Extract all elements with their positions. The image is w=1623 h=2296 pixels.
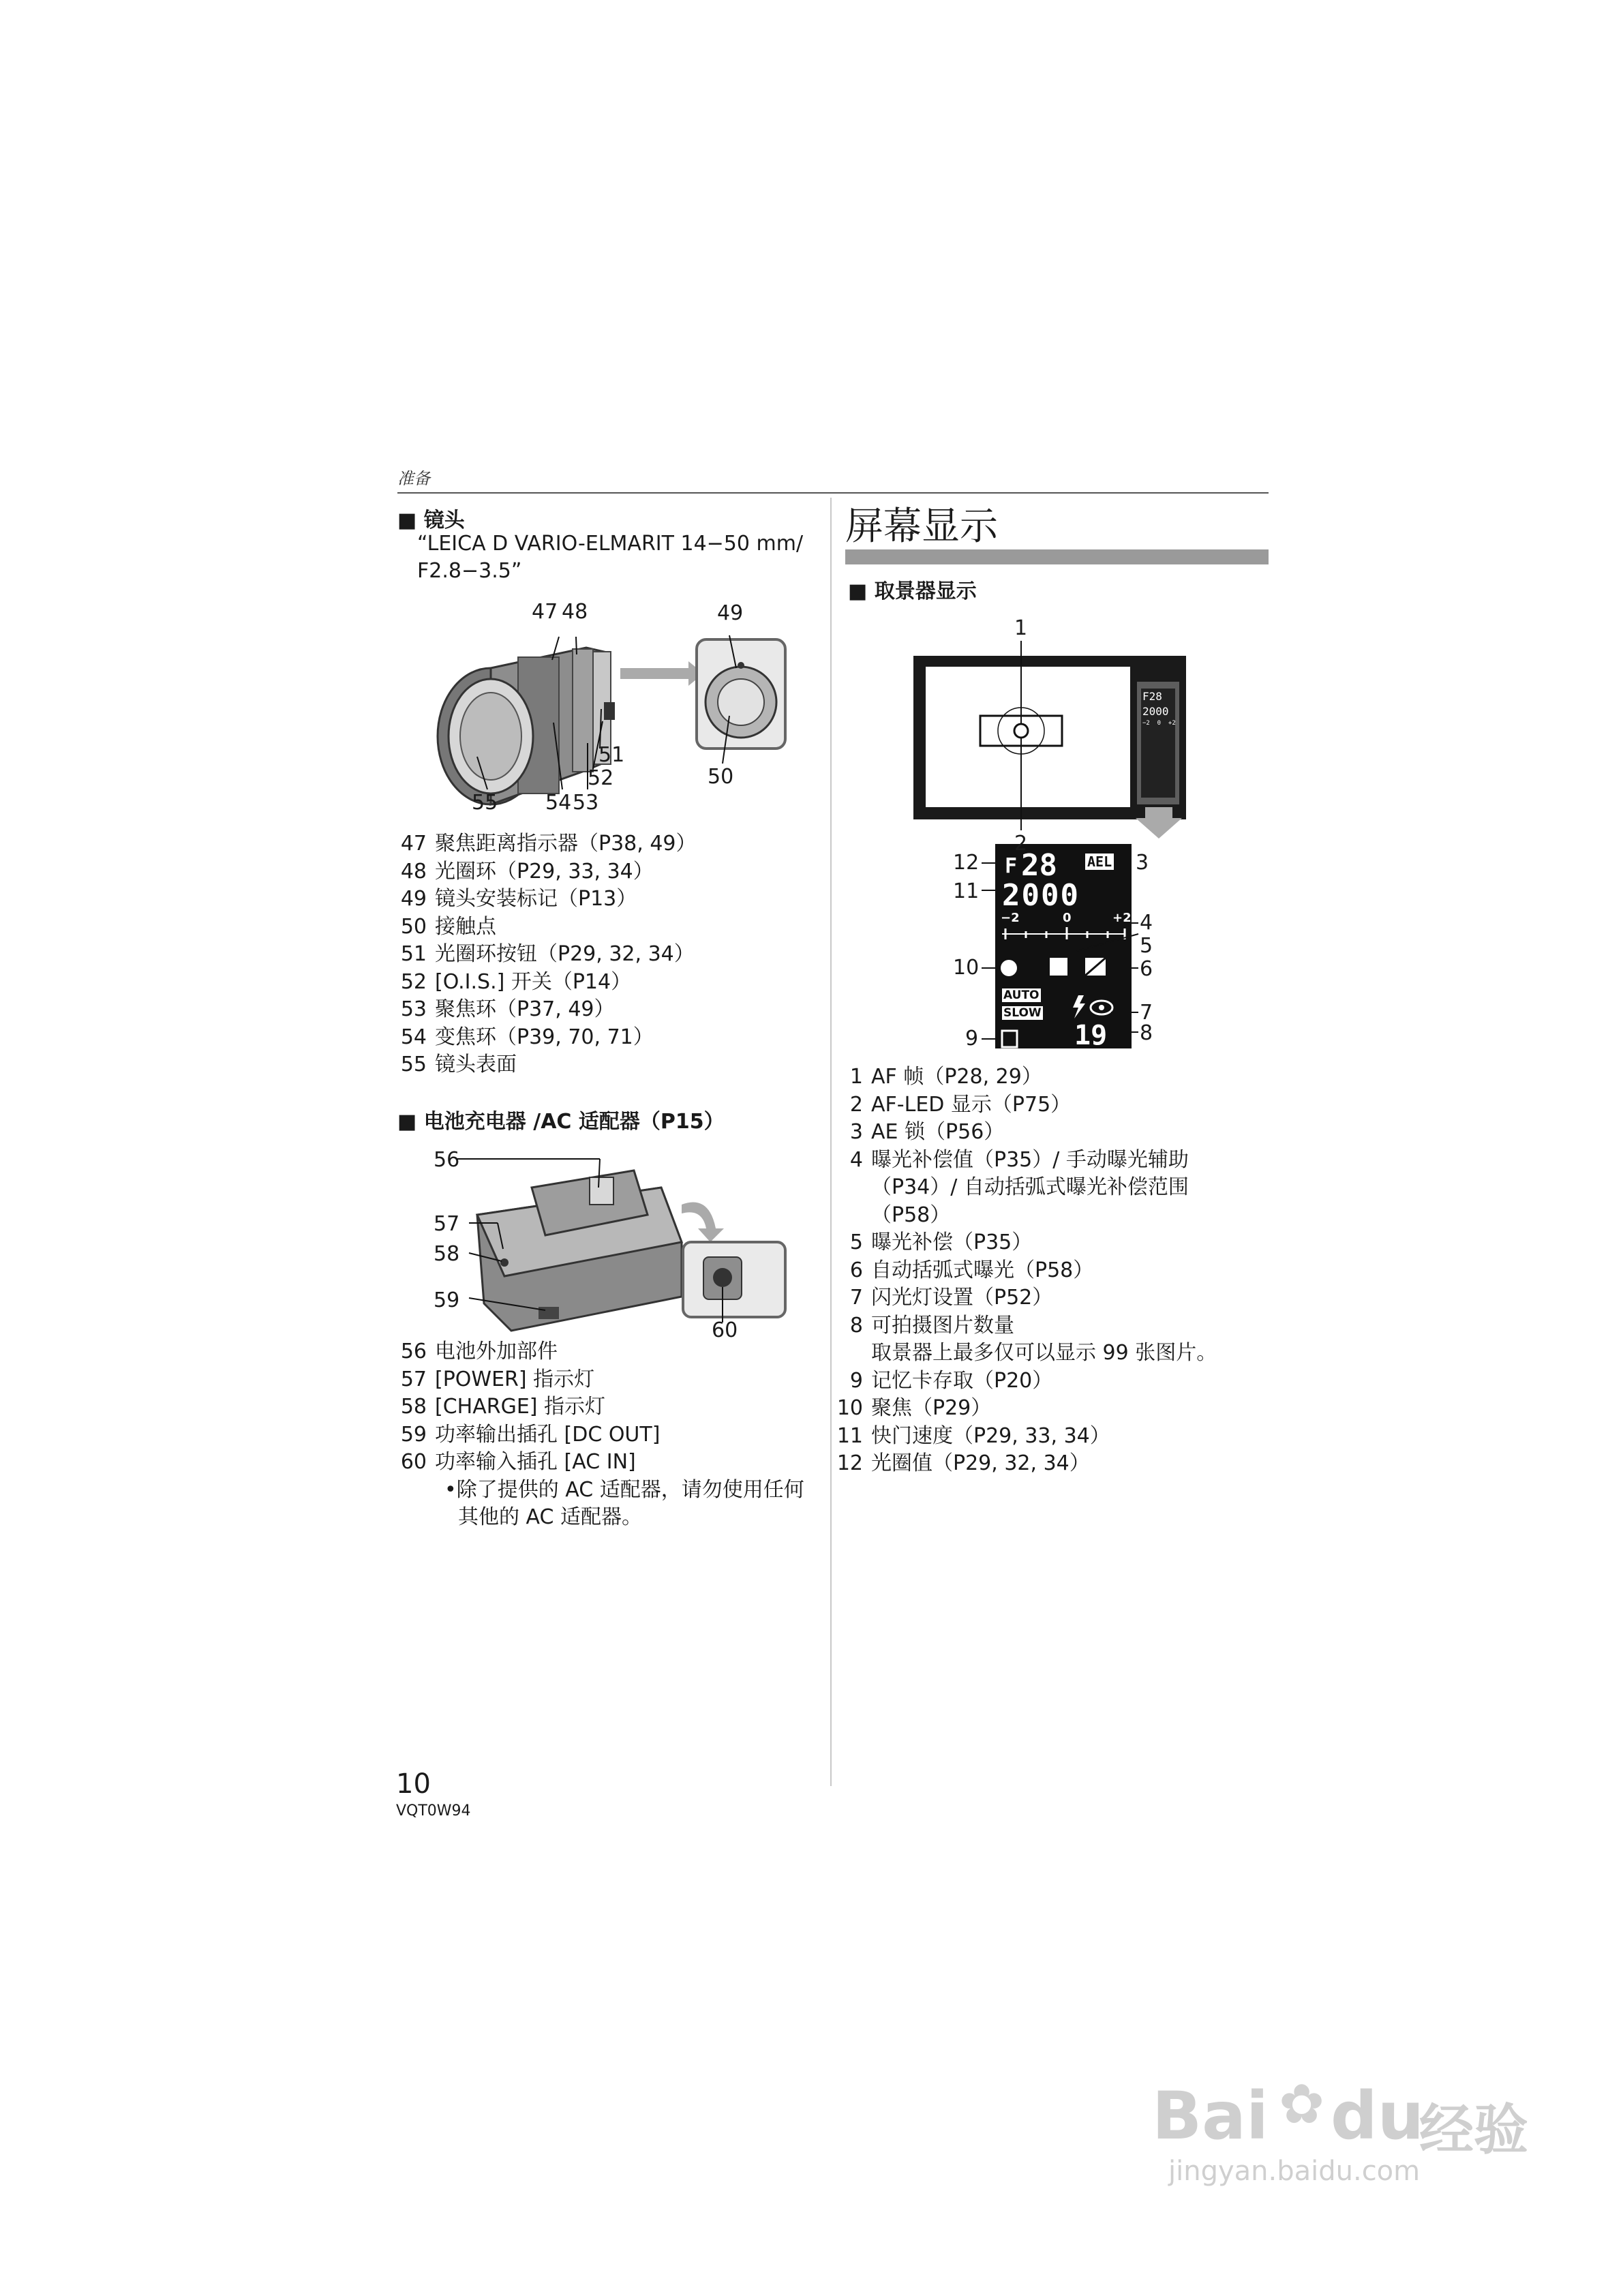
- list-item: 2 AF-LED 显示（P75）: [849, 1092, 1072, 1117]
- list-item: （P58）: [871, 1203, 951, 1227]
- callout-7: 7: [1140, 1001, 1153, 1025]
- lens-heading: ■ 镜头: [397, 509, 465, 532]
- callout-5: 5: [1140, 934, 1153, 958]
- lens-model-line1: “LEICA D VARIO-ELMARIT 14−50 mm/: [417, 532, 804, 556]
- list-item: 55 镜头表面: [400, 1053, 517, 1076]
- square-bullet-icon: ■: [397, 509, 424, 532]
- charger-figure: [436, 1140, 791, 1344]
- page-title: 屏幕显示: [845, 504, 998, 549]
- list-item: 57 [POWER] 指示灯: [400, 1367, 595, 1391]
- callout-56: 56: [434, 1148, 460, 1172]
- document-code: VQT0W94: [396, 1802, 471, 1819]
- callout-51: 51: [598, 743, 625, 767]
- callout-54: 54: [545, 791, 572, 815]
- focus-indicator-icon: [1001, 960, 1017, 976]
- lens-model-line2: F2.8−3.5”: [417, 559, 522, 583]
- callout-55: 55: [472, 791, 498, 815]
- lcd-slow: SLOW: [1003, 1006, 1042, 1020]
- viewfinder-figure: [907, 614, 1220, 1057]
- list-item: 11 快门速度（P29, 33, 34）: [836, 1423, 1110, 1448]
- callout-58: 58: [434, 1242, 460, 1266]
- list-item: 59 功率输出插孔 [DC OUT]: [400, 1422, 661, 1447]
- list-item: 7 闪光灯设置（P52）: [849, 1286, 1053, 1310]
- callout-2: 2: [1014, 832, 1028, 856]
- focus-ring: [573, 649, 593, 772]
- list-item: 8 可拍摄图片数量: [849, 1313, 1014, 1338]
- lens-parts-list: [390, 830, 697, 1079]
- dc-out-jack: [539, 1307, 559, 1319]
- callout-8: 8: [1140, 1021, 1153, 1045]
- baidu-watermark: Bai ✿ du 经验 jingyan.baidu.com: [1152, 2072, 1528, 2187]
- mini-scale: −2 0 +2: [1142, 720, 1176, 727]
- charge-lamp: [500, 1258, 509, 1267]
- mini-aperture: F28: [1142, 690, 1162, 703]
- list-item: 54 变焦环（P39, 70, 71）: [400, 1025, 654, 1049]
- lcd-f-label: F: [1005, 854, 1018, 878]
- callout-50: 50: [708, 765, 734, 789]
- lens-figure: [436, 600, 791, 818]
- list-item: 50 接触点: [400, 914, 496, 939]
- list-item: 47 聚焦距离指示器（P38, 49）: [400, 832, 697, 856]
- viewfinder-items-list: [830, 1063, 1217, 1478]
- list-item: 4 曝光补偿值（P35）/ 手动曝光辅助: [849, 1147, 1189, 1172]
- callout-59: 59: [434, 1288, 460, 1312]
- callout-11: 11: [953, 879, 980, 903]
- callout-47: 47: [532, 600, 558, 624]
- callout-9: 9: [965, 1027, 979, 1051]
- square-bullet-icon: ■: [848, 579, 875, 603]
- lcd-scale-zero: 0: [1063, 911, 1072, 925]
- callout-6: 6: [1140, 957, 1153, 981]
- arrow-icon: [682, 1203, 724, 1242]
- list-item: 58 [CHARGE] 指示灯: [400, 1395, 606, 1419]
- square-bullet-icon: ■: [397, 1110, 424, 1134]
- list-item: 6 自动括弧式曝光（P58）: [849, 1258, 1094, 1282]
- callout-10: 10: [953, 956, 980, 980]
- lcd-auto: AUTO: [1003, 988, 1040, 1002]
- lcd-ael: AEL: [1085, 854, 1114, 870]
- lcd-aperture: 28: [1021, 848, 1057, 883]
- list-item: （P34）/ 自动括弧式曝光补偿范围: [871, 1175, 1189, 1199]
- section-label: 准备: [397, 469, 430, 488]
- list-item-note: 其他的 AC 适配器。: [458, 1505, 643, 1529]
- lcd-scale-minus: −2: [1001, 911, 1020, 925]
- list-item: 48 光圈环（P29, 33, 34）: [400, 859, 654, 883]
- header-rule: [397, 492, 1269, 494]
- list-item: 56 电池外加部件: [400, 1340, 558, 1363]
- callout-1: 1: [1014, 616, 1028, 640]
- title-bar: [845, 549, 1269, 564]
- callout-3: 3: [1136, 851, 1149, 875]
- callout-4: 4: [1140, 911, 1153, 935]
- list-item: 12 光圈值（P29, 32, 34）: [836, 1451, 1090, 1475]
- callout-60: 60: [712, 1318, 738, 1342]
- viewfinder-heading: ■ 取景器显示: [848, 579, 977, 603]
- callout-48: 48: [562, 600, 588, 624]
- charger-parts-list: [390, 1338, 804, 1532]
- callout-53: 53: [573, 791, 599, 815]
- page-number: 10: [396, 1768, 431, 1800]
- callout-57: 57: [434, 1212, 460, 1236]
- arrow-icon: [620, 661, 703, 686]
- mini-speed: 2000: [1142, 705, 1169, 718]
- list-item: 52 [O.I.S.] 开关（P14）: [400, 969, 632, 994]
- list-item: 1 AF 帧（P28, 29）: [849, 1065, 1042, 1089]
- list-item: 9 记忆卡存取（P20）: [849, 1368, 1053, 1393]
- ois-switch: [604, 702, 615, 720]
- charger-heading: ■ 电池充电器 /AC 适配器（P15）: [397, 1110, 725, 1134]
- list-item: 5 曝光补偿（P35）: [849, 1230, 1033, 1254]
- list-item: 60 功率输入插孔 [AC IN]: [400, 1450, 636, 1474]
- list-item-note: •除了提供的 AC 适配器，请勿使用任何: [444, 1477, 804, 1502]
- lcd-shutter-speed: 2000: [1002, 878, 1080, 913]
- callout-52: 52: [588, 766, 614, 790]
- callout-12: 12: [953, 851, 980, 875]
- list-item: 3 AE 锁（P56）: [849, 1120, 1005, 1144]
- exposure-comp-icon: [1050, 958, 1067, 976]
- list-item: 51 光圈环按钮（P29, 32, 34）: [400, 942, 695, 966]
- list-item: 取景器上最多仅可以显示 99 张图片。: [871, 1341, 1217, 1365]
- list-item: 10 聚焦（P29）: [836, 1396, 992, 1420]
- lcd-scale-plus: +2: [1112, 911, 1132, 925]
- callout-49: 49: [717, 601, 744, 625]
- list-item: 49 镜头安装标记（P13）: [400, 887, 637, 911]
- lcd-picture-count: 19: [1074, 1020, 1108, 1051]
- paw-icon: ✿: [1279, 2072, 1325, 2136]
- list-item: 53 聚焦环（P37, 49）: [400, 997, 615, 1021]
